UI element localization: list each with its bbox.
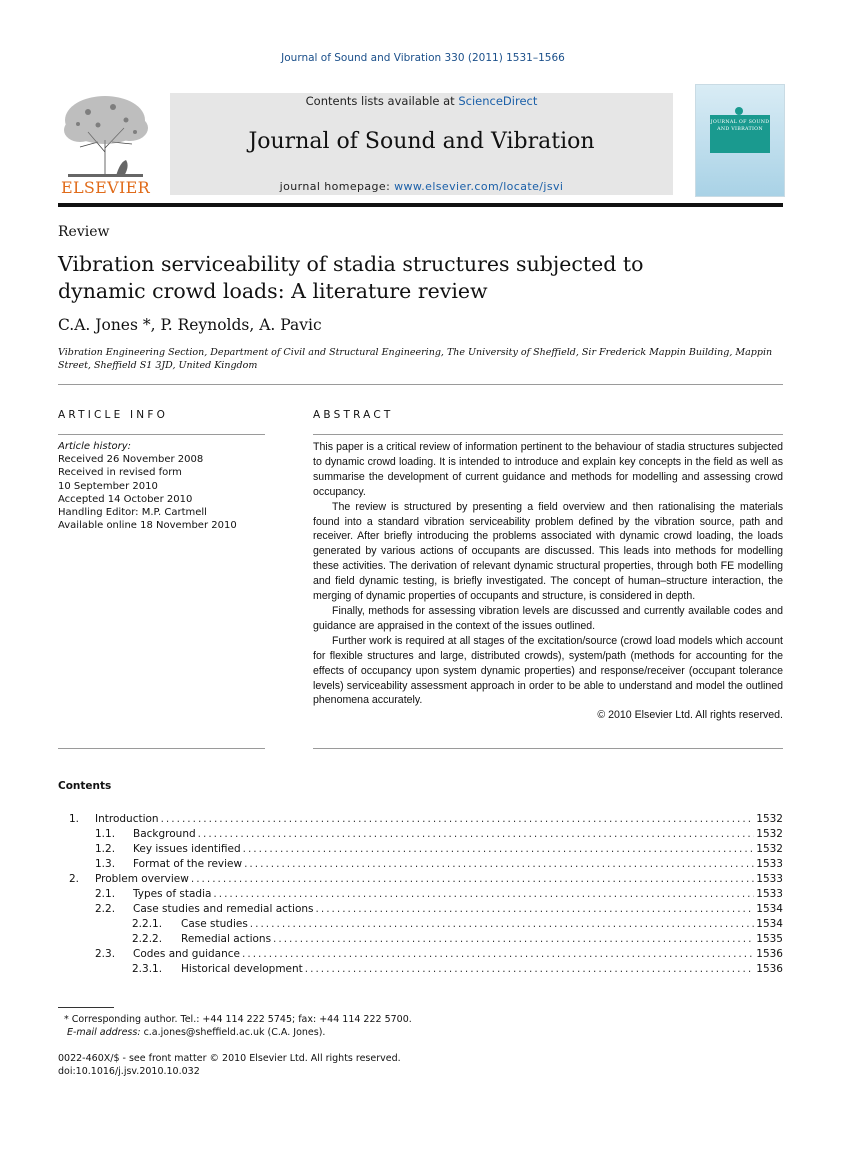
toc-page-number: 1532 [756,828,783,840]
article-history [58,440,268,532]
toc-number: 1.3. [95,858,116,870]
history-item: Available online 18 November 2010 [58,520,237,532]
article-info-heading: ARTICLE INFO [58,409,169,421]
toc-entry[interactable] [58,903,783,918]
toc-number: 1.1. [95,828,116,840]
history-item: Received 26 November 2008 [58,454,204,466]
footnote [64,1013,412,1040]
divider [58,384,783,385]
table-of-contents [58,813,783,978]
journal-citation: Journal of Sound and Vibration 330 (2011) 1531–1566 [281,52,565,64]
homepage-link[interactable]: www.elsevier.com/locate/jsvi [394,180,564,193]
toc-page-number: 1536 [756,948,783,960]
toc-page-number: 1534 [756,918,783,930]
front-matter [58,1052,401,1079]
abstract-paragraph: Finally, methods for assessing vibration levels are discussed and currently available codes and guidance are appraised in the context of the issues outlined. [313,604,783,632]
toc-title: Background [133,828,196,840]
toc-title: Case studies [181,918,248,930]
toc-number: 2.3. [95,948,116,960]
toc-page-number: 1535 [756,933,783,945]
history-label: Article history: [58,441,132,452]
email-address[interactable]: c.a.jones@sheffield.ac.uk (C.A. Jones). [140,1027,326,1039]
toc-leader [243,843,755,855]
history-item: 10 September 2010 [58,480,158,492]
sciencedirect-link[interactable]: ScienceDirect [458,94,538,108]
abstract-paragraph: This paper is a critical review of information pertinent to the behaviour of stadia structures subjected to dynamic crowd loading. It is intended to introduce and explain key concepts in the field as well as summarise the development of current guidance and methods for modelling and assessing crowd occupancy. [313,441,783,498]
history-item: Received in revised form [58,467,182,479]
toc-leader [242,948,754,960]
toc-page-number: 1532 [756,843,783,855]
cover-emblem-icon [735,107,743,115]
toc-entry[interactable] [58,828,783,843]
elsevier-wordmark: ELSEVIER [61,178,150,197]
toc-page-number: 1534 [756,903,783,915]
divider [58,748,265,749]
toc-number: 2.3.1. [132,963,163,975]
toc-leader [161,813,755,825]
article-type: Review [58,224,110,240]
toc-page-number: 1533 [756,858,783,870]
toc-entry[interactable] [58,843,783,858]
toc-leader [316,903,755,915]
divider [313,748,783,749]
toc-entry[interactable] [58,888,783,903]
toc-page-number: 1532 [756,813,783,825]
email-label: E-mail address: [67,1027,141,1039]
abstract-copyright: © 2010 Elsevier Ltd. All rights reserved. [597,709,783,722]
history-item: Accepted 14 October 2010 [58,493,193,505]
abstract-paragraph: The review is structured by presenting a field overview and then rationalising the materials found into a standard vibration serviceability problem defined by the vibration source, path and receiver. After briefly introducing the problems associated with dynamic crowd loading, the loads generated by various actions of occupants are discussed. This leads into methods for modelling these activities. The derivation of relevant dynamic structural properties, through both FE modelling and field dynamic testing, is briefly investigated. The concept of human–structure interaction, the merging of dynamic properties of occupants and structure, is considered in depth. [313,500,783,603]
toc-leader [244,858,754,870]
issn-line: 0022-460X/$ - see front matter © 2010 Elsevier Ltd. All rights reserved. [58,1053,401,1064]
abstract-paragraph: Further work is required at all stages of the excitation/source (crowd load models which account for flexible structures and large, distributed crowds), system/path (methods for accounting for the effects of occupancy upon system dynamic properties) and response/receiver (occupant tolerance levels) serviceability assessment approach in order to be able to understand and model the outlined phenomena accurately. [313,634,783,707]
journal-name: Journal of Sound and Vibration [248,129,595,154]
toc-title: Historical development [181,963,303,975]
contents-prefix: Contents lists available at [305,94,459,108]
toc-entry[interactable] [58,813,783,828]
toc-entry[interactable] [58,948,783,963]
toc-entry[interactable] [58,918,783,933]
toc-leader [213,888,754,900]
toc-entry[interactable] [58,858,783,873]
abstract-body [313,440,783,723]
homepage-prefix: journal homepage: [279,180,395,193]
toc-title: Introduction [95,813,159,825]
history-item: Handling Editor: M.P. Cartmell [58,507,207,519]
toc-number: 2.2. [95,903,116,915]
toc-title: Key issues identified [133,843,241,855]
toc-title: Format of the review [133,858,243,870]
toc-leader [273,933,754,945]
cover-title: JOURNAL OF SOUND AND VIBRATION [710,115,770,153]
toc-leader [198,828,755,840]
toc-number: 2.1. [95,888,116,900]
toc-number: 1.2. [95,843,116,855]
journal-homepage [170,180,673,193]
article-authors: C.A. Jones *, P. Reynolds, A. Pavic [58,316,322,334]
toc-number: 2.2.2. [132,933,163,945]
toc-leader [305,963,754,975]
toc-entry[interactable] [58,933,783,948]
contents-available [170,94,673,108]
corresponding-author: * Corresponding author. Tel.: +44 114 222 5745; fax: +44 114 222 5700. [64,1014,412,1025]
toc-leader [250,918,754,930]
toc-page-number: 1536 [756,963,783,975]
divider [58,434,265,435]
toc-number: 1. [69,813,80,825]
toc-title: Types of stadia [133,888,212,900]
toc-title: Case studies and remedial actions [133,903,314,915]
header-rule [58,203,783,207]
toc-page-number: 1533 [756,873,783,885]
journal-cover-thumbnail [695,84,785,197]
toc-page-number: 1533 [756,888,783,900]
doi-line[interactable]: doi:10.1016/j.jsv.2010.10.032 [58,1066,200,1078]
divider [313,434,783,435]
author-affiliation: Vibration Engineering Section, Department of Civil and Structural Engineering, The University of Sheffield, Sir Frederick Mappin Building, Mappin Street, Sheffield S1 3JD, United Kingdom [58,347,773,371]
toc-title: Problem overview [95,873,189,885]
toc-title: Remedial actions [181,933,272,945]
toc-title: Codes and guidance [133,948,241,960]
abstract-heading: ABSTRACT [313,409,394,421]
toc-number: 2. [69,873,80,885]
contents-heading: Contents [58,780,112,792]
toc-entry[interactable] [58,873,783,888]
toc-entry[interactable] [58,963,783,978]
footnote-rule [58,1007,114,1008]
article-title: Vibration serviceability of stadia structures subjected to dynamic crowd loads: A literature review [58,252,644,303]
toc-number: 2.2.1. [132,918,163,930]
toc-leader [191,873,754,885]
